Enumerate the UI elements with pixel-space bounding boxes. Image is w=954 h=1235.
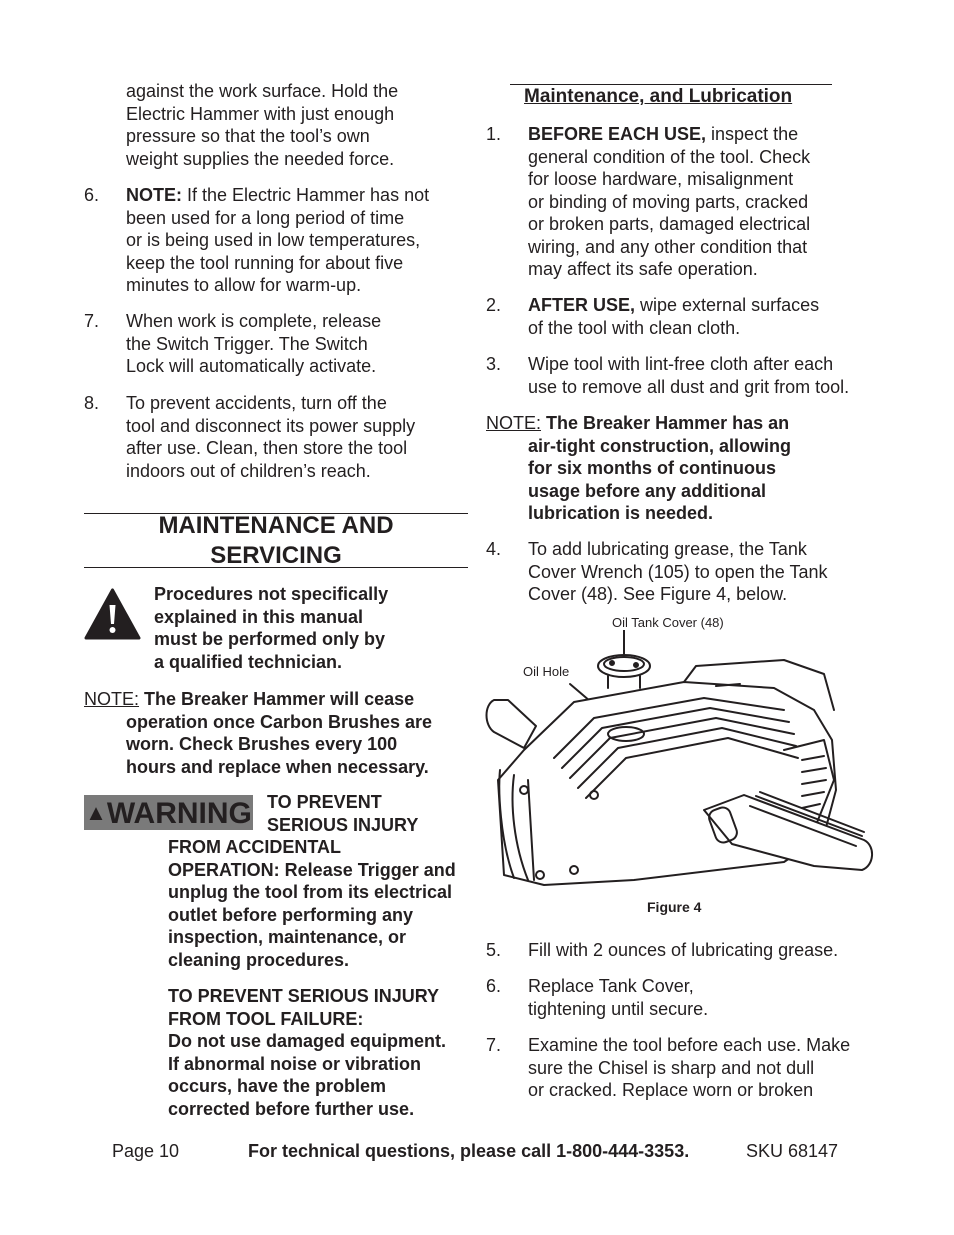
list-text: inspect the general condition of the tool. Check for loose hardware, misalignment or binding of moving parts, cracked or broken parts, damaged electrical wiring, and any other condition that may affect its safe operation. [528,124,811,279]
list-number: 7. [486,1035,502,1055]
section-rule-bottom [84,567,468,568]
list-text: Wipe tool with lint-free cloth after each use to remove all dust and grit from tool. [528,354,850,397]
warning-body-accidental: FROM ACCIDENTAL OPERATION: Release Trigger and unplug the tool from its electrical outlet before performing any inspection, maintenance, or cleaning procedures. [168,837,456,970]
list-text: When work is complete, release the Switch Trigger. The Switch Lock will automatically activate. [126,311,382,376]
note-block [84,688,468,778]
page-number: Page 10 [112,1141,180,1161]
note-rest: operation once Carbon Brushes are worn. Check Brushes every 100 hours and replace when necessary. [126,711,433,777]
note-rest: air-tight construction, allowing for six months of continuous usage before any additional lubrication is needed. [528,435,791,523]
warning-badge [84,795,253,830]
figure-caption: Figure 4 [647,899,702,915]
list-number: 2. [486,295,502,315]
list-text: If the Electric Hammer has not been used for a long period of time or is being used in low temperatures, keep the tool running for about five minutes to allow for warm-up. [126,185,430,295]
continued-paragraph: against the work surface. Hold the Electric Hammer with just enough pressure so that the tool’s own weight supplies the needed force. [126,81,399,169]
note-first-line: The Breaker Hammer will cease [139,689,415,709]
sku-number: SKU 68147 [746,1141,839,1161]
warning-body-failure: TO PREVENT SERIOUS INJURY FROM TOOL FAILURE: Do not use damaged equipment. If abnormal noise or vibration occurs, have the problem corrected before further use. [168,986,447,1119]
list-number: 4. [486,539,502,559]
list-bold: AFTER USE, [528,295,636,315]
list-text: Fill with 2 ounces of lubricating grease. [528,940,839,960]
list-number: 7. [84,311,100,331]
list-number: 6. [486,976,502,996]
list-number: 8. [84,393,100,413]
warning-label: WARNING [106,797,252,830]
subsection-heading: Maintenance, and Lubrication [524,86,793,107]
warning-triangle-icon: ▲ [85,800,107,825]
list-number: 1. [486,124,502,144]
figure-label-oil-hole: Oil Hole [523,664,570,679]
caution-triangle-icon [84,588,141,640]
list-text: wipe external surfaces of the tool with clean cloth. [528,295,820,338]
list-text: Replace Tank Cover, tightening until secure. [528,976,709,1019]
section-title: MAINTENANCE AND SERVICING [158,512,394,569]
note-label: NOTE: [84,689,140,709]
list-text: To add lubricating grease, the Tank Cover Wrench (105) to open the Tank Cover (48). See Figure 4, below. [528,539,828,604]
list-text: To prevent accidents, turn off the tool and disconnect its power supply after use. Clean, then store the tool indoors out of children’s reach. [126,393,416,481]
list-text: Examine the tool before each use. Make sure the Chisel is sharp and not dull or cracked. Replace worn or broken [528,1035,851,1100]
note-label: NOTE: [486,413,542,433]
list-number: 3. [486,354,502,374]
list-bold: BEFORE EACH USE, [528,124,707,144]
figure-label-tank-cover: Oil Tank Cover (48) [612,615,724,630]
warning-heading: TO PREVENT SERIOUS INJURY [267,792,419,835]
tech-support-line: For technical questions, please call 1-800-444-3353. [248,1141,690,1161]
note-bold: NOTE: [126,185,182,205]
breaker-hammer-illustration [484,630,876,898]
caution-text: Procedures not specifically explained in this manual must be performed only by a qualified technician. [154,584,389,672]
list-number: 6. [84,185,100,205]
note-block [486,412,878,525]
list-number: 5. [486,940,502,960]
note-first-line: The Breaker Hammer has an [541,413,790,433]
